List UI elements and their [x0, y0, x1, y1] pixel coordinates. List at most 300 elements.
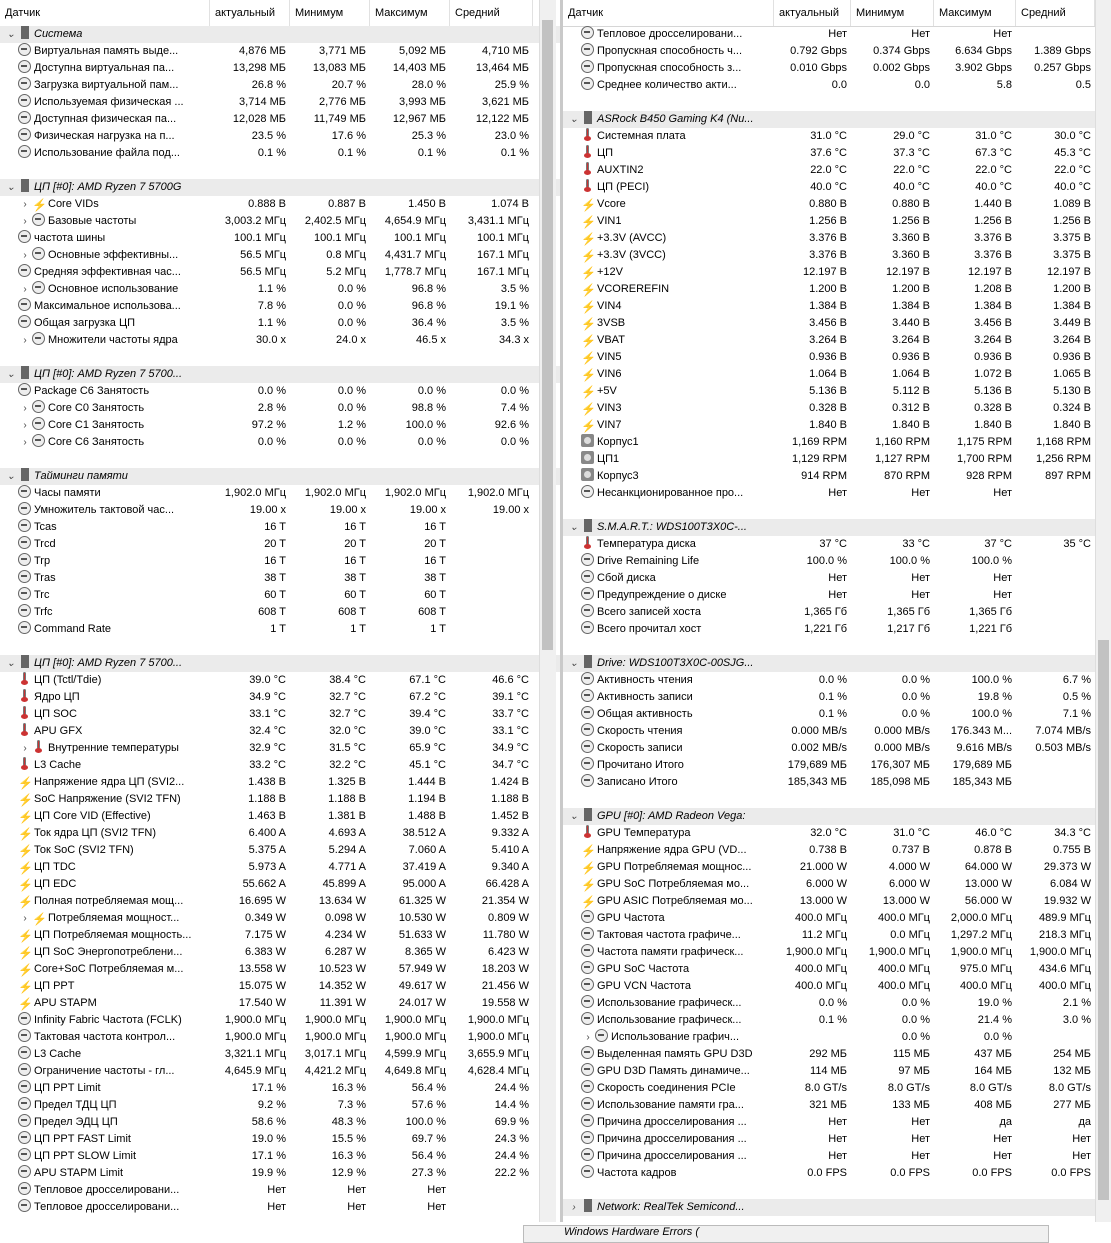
sensor-row[interactable]	[0, 859, 560, 876]
sensor-row[interactable]	[0, 60, 560, 77]
sensor-group-header[interactable]	[563, 1199, 1111, 1216]
column-header-2[interactable]: Минимум	[851, 0, 934, 26]
sensor-row[interactable]	[0, 43, 560, 60]
sensor-row[interactable]	[563, 485, 1111, 502]
sensor-row[interactable]	[563, 621, 1111, 638]
sensor-row[interactable]	[0, 978, 560, 995]
expand-chevron-icon[interactable]: ›	[23, 743, 27, 754]
maximum-value: Нет	[993, 589, 1012, 601]
sensor-row[interactable]	[563, 281, 1111, 298]
maximum-value: 0.0 %	[417, 385, 446, 397]
sensor-row[interactable]	[0, 383, 560, 400]
maximum-value: 57.6 %	[411, 1099, 446, 1111]
sensor-row[interactable]	[563, 604, 1111, 621]
sensor-row[interactable]	[563, 400, 1111, 417]
maximum-value: 67.2 °C	[409, 691, 446, 703]
sensor-name: Физическая нагрузка на п...	[34, 130, 175, 142]
sensor-row[interactable]	[563, 434, 1111, 451]
sensor-name-cell	[0, 842, 210, 859]
sensor-row[interactable]	[0, 570, 560, 587]
sensor-row[interactable]	[563, 230, 1111, 247]
collapse-chevron-icon[interactable]: ⌄	[569, 811, 579, 822]
expand-chevron-icon[interactable]: ›	[23, 250, 27, 261]
sensor-name-cell	[0, 910, 210, 927]
average-value	[1016, 621, 1095, 638]
gauge-icon	[18, 604, 31, 617]
current-value: 3,321.1 МГц	[224, 1048, 286, 1060]
sensor-name-cell	[0, 332, 210, 349]
sensor-row[interactable]	[0, 587, 560, 604]
sensor-name-cell	[563, 757, 774, 774]
sensor-row[interactable]	[0, 1165, 560, 1182]
sensor-row[interactable]	[0, 808, 560, 825]
sensor-row[interactable]	[563, 179, 1111, 196]
sensor-row[interactable]	[563, 1165, 1111, 1182]
sensor-row[interactable]	[0, 281, 560, 298]
sensor-row[interactable]	[563, 740, 1111, 757]
current-value: 3,003.2 МГц	[224, 215, 286, 227]
average-value: 897 RPM	[1045, 470, 1091, 482]
sensor-row[interactable]	[563, 196, 1111, 213]
column-header-0[interactable]: Датчик	[563, 0, 774, 26]
sensor-row[interactable]	[0, 1114, 560, 1131]
sensor-row[interactable]	[563, 1131, 1111, 1148]
sensor-row[interactable]	[0, 757, 560, 774]
average-value: 24.4 %	[494, 1082, 529, 1094]
sensor-row[interactable]	[563, 1114, 1111, 1131]
sensor-row[interactable]	[563, 1080, 1111, 1097]
sensor-name-cell	[0, 77, 210, 94]
current-value: 1.1 %	[257, 317, 286, 329]
sensor-group-header[interactable]	[0, 366, 560, 383]
sensor-row[interactable]	[563, 383, 1111, 400]
minimum-value: 0.0	[914, 79, 930, 91]
sensor-group-header[interactable]	[0, 26, 560, 43]
gauge-icon	[581, 485, 594, 498]
sensor-row[interactable]	[0, 774, 560, 791]
current-value: 321 МБ	[809, 1099, 847, 1111]
maximum-value: да	[999, 1116, 1012, 1128]
sensor-row[interactable]	[0, 230, 560, 247]
sensor-row[interactable]	[0, 740, 560, 757]
sensor-row[interactable]	[563, 570, 1111, 587]
sensor-group-header[interactable]	[0, 179, 560, 196]
sensor-group-header[interactable]	[563, 111, 1111, 128]
sensor-row[interactable]	[563, 60, 1111, 77]
current-value: 0.888 В	[248, 198, 286, 210]
sensor-name-cell	[563, 570, 774, 587]
average-value: 39.1 °C	[492, 691, 529, 703]
average-value: 0.257 Gbps	[1034, 62, 1091, 74]
sensor-row[interactable]	[0, 1131, 560, 1148]
sensor-row[interactable]	[563, 995, 1111, 1012]
collapse-chevron-icon[interactable]: ⌄	[569, 114, 579, 125]
sensor-name: Полная потребляемая мощ...	[34, 895, 184, 907]
average-value	[450, 553, 533, 570]
sensor-row[interactable]	[563, 859, 1111, 876]
sensor-row[interactable]	[0, 893, 560, 910]
sensor-name-cell	[0, 417, 210, 434]
sensor-row[interactable]	[563, 893, 1111, 910]
sensor-name: Внутренние температуры	[48, 742, 179, 754]
sensor-row[interactable]	[563, 213, 1111, 230]
sensor-name-cell	[563, 655, 774, 672]
gauge-icon	[32, 213, 45, 226]
sensor-group-header[interactable]	[563, 808, 1111, 825]
sensor-row[interactable]	[0, 536, 560, 553]
minimum-value: 60 T	[344, 589, 366, 601]
right-sensor-pane[interactable]	[563, 0, 1111, 1222]
gauge-icon	[18, 43, 31, 56]
sensor-row[interactable]	[0, 876, 560, 893]
sensor-row[interactable]	[0, 315, 560, 332]
sensor-row[interactable]	[563, 944, 1111, 961]
sensor-row[interactable]	[0, 689, 560, 706]
sensor-row[interactable]	[0, 621, 560, 638]
sensor-row[interactable]	[0, 502, 560, 519]
sensor-name: Корпус1	[597, 436, 639, 448]
minimum-value: 0.0 %	[337, 317, 366, 329]
column-header-2[interactable]: Минимум	[290, 0, 370, 26]
sensor-row[interactable]	[0, 706, 560, 723]
sensor-row[interactable]	[0, 1148, 560, 1165]
sensor-name: Ток SoC (SVI2 TFN)	[34, 844, 134, 856]
gauge-icon	[18, 145, 31, 158]
expand-chevron-icon[interactable]: ›	[23, 420, 27, 431]
maximum-value: 0.878 В	[974, 844, 1012, 856]
sensor-row[interactable]	[563, 1012, 1111, 1029]
sensor-row[interactable]	[563, 128, 1111, 145]
column-header-1[interactable]: актуальный	[774, 0, 851, 26]
sensor-row[interactable]	[563, 366, 1111, 383]
sensor-row[interactable]	[563, 553, 1111, 570]
sensor-name: частота шины	[34, 232, 106, 244]
left-sensor-pane[interactable]	[0, 0, 560, 1222]
sensor-row[interactable]	[563, 536, 1111, 553]
minimum-value: 1,900.0 МГц	[868, 946, 930, 958]
sensor-row[interactable]	[563, 774, 1111, 791]
sensor-row[interactable]	[0, 1046, 560, 1063]
average-value: 1.389 Gbps	[1034, 45, 1091, 57]
sensor-name-cell	[0, 383, 210, 400]
sensor-group-header[interactable]	[563, 655, 1111, 672]
sensor-row[interactable]	[563, 349, 1111, 366]
sensor-row[interactable]	[0, 1012, 560, 1029]
collapse-chevron-icon[interactable]: ⌄	[6, 29, 16, 40]
expand-chevron-icon[interactable]: ›	[23, 284, 27, 295]
sensor-row[interactable]	[563, 43, 1111, 60]
voltage-bolt-icon: ⚡	[581, 861, 596, 875]
average-value: 12,122 МБ	[475, 113, 529, 125]
average-value: 218.3 МГц	[1038, 929, 1091, 941]
sensor-name: Trcd	[34, 538, 56, 550]
sensor-group-header[interactable]	[0, 655, 560, 672]
gauge-icon	[581, 1080, 594, 1093]
sensor-row[interactable]	[563, 961, 1111, 978]
sensor-row[interactable]	[0, 1199, 560, 1216]
maximum-value: 5.8	[996, 79, 1012, 91]
sensor-name-cell	[0, 298, 210, 315]
expand-chevron-icon[interactable]: ›	[23, 335, 27, 346]
sensor-name: Доступная физическая па...	[34, 113, 177, 125]
sensor-row[interactable]	[0, 825, 560, 842]
sensor-row[interactable]	[0, 213, 560, 230]
collapse-chevron-icon[interactable]: ⌄	[6, 658, 16, 669]
sensor-name-cell	[0, 213, 210, 230]
sensor-name-cell	[0, 1080, 210, 1097]
sensor-row[interactable]	[563, 723, 1111, 740]
sensor-name-cell	[0, 196, 210, 213]
sensor-row[interactable]	[0, 94, 560, 111]
sensor-row[interactable]	[0, 995, 560, 1012]
left-scroll-thumb[interactable]	[542, 20, 553, 650]
minimum-value: 3.360 В	[892, 232, 930, 244]
sensor-name: Активность записи	[597, 691, 693, 703]
group-title: GPU [#0]: AMD Radeon Vega:	[597, 810, 746, 822]
collapse-chevron-icon[interactable]: ⌄	[569, 522, 579, 533]
collapse-chevron-icon[interactable]: ⌄	[569, 658, 579, 669]
sensor-row[interactable]	[563, 298, 1111, 315]
sensor-row[interactable]	[0, 1029, 560, 1046]
collapse-chevron-icon[interactable]: ⌄	[6, 182, 16, 193]
sensor-row[interactable]	[563, 706, 1111, 723]
current-value: 9.2 %	[257, 1099, 286, 1111]
average-value: 1,900.0 МГц	[467, 1031, 529, 1043]
maximum-value: 100.0 %	[971, 708, 1012, 720]
minimum-value: 0.002 Gbps	[873, 62, 930, 74]
average-value	[450, 587, 533, 604]
gauge-icon	[581, 961, 594, 974]
sensor-row[interactable]	[563, 332, 1111, 349]
sensor-row[interactable]	[0, 910, 560, 927]
sensor-row[interactable]	[563, 315, 1111, 332]
sensor-row[interactable]	[563, 77, 1111, 94]
sensor-name: Тепловое дросселировани...	[34, 1201, 180, 1213]
sensor-name-cell	[563, 621, 774, 638]
current-value: 1.064 В	[809, 368, 847, 380]
maximum-value: 0.936 В	[974, 351, 1012, 363]
expand-chevron-icon[interactable]: ›	[572, 1202, 576, 1213]
gauge-icon	[581, 1114, 594, 1127]
average-value: 3.264 В	[1053, 334, 1091, 346]
gauge-icon	[581, 706, 594, 719]
sensor-row[interactable]	[0, 434, 560, 451]
sensor-row[interactable]	[563, 468, 1111, 485]
current-value: 17.540 W	[238, 997, 286, 1009]
sensor-row[interactable]	[563, 451, 1111, 468]
gauge-icon	[18, 587, 31, 600]
sensor-row[interactable]	[0, 927, 560, 944]
maximum-value: 1.384 В	[974, 300, 1012, 312]
average-value: 1,900.0 МГц	[1029, 946, 1091, 958]
sensor-row[interactable]	[0, 247, 560, 264]
current-value: Нет	[828, 572, 847, 584]
sensor-row[interactable]	[563, 672, 1111, 689]
sensor-row[interactable]	[0, 298, 560, 315]
collapse-chevron-icon[interactable]: ⌄	[6, 369, 16, 380]
sensor-row[interactable]	[0, 77, 560, 94]
sensor-row[interactable]	[0, 723, 560, 740]
sensor-row[interactable]	[563, 689, 1111, 706]
sensor-name: ЦП SOC	[34, 708, 77, 720]
current-value: 1.256 В	[809, 215, 847, 227]
sensor-row[interactable]	[563, 417, 1111, 434]
current-value: 58.6 %	[251, 1116, 286, 1128]
current-value: 400.0 МГц	[794, 980, 847, 992]
maximum-value: 1.450 В	[408, 198, 446, 210]
collapse-chevron-icon[interactable]: ⌄	[6, 471, 16, 482]
average-value	[450, 1182, 533, 1199]
maximum-value: 1,778.7 МГц	[384, 266, 446, 278]
average-value: 132 МБ	[1053, 1065, 1091, 1077]
sensor-row[interactable]	[563, 26, 1111, 43]
current-value: 3,714 МБ	[239, 96, 286, 108]
sensor-row[interactable]	[563, 910, 1111, 927]
left-scrollbar[interactable]	[539, 0, 556, 1222]
maximum-value: 60 T	[424, 589, 446, 601]
minimum-value: 0.0 МГц	[890, 929, 930, 941]
sensor-row[interactable]	[0, 400, 560, 417]
sensor-name-cell	[563, 485, 774, 502]
column-header-0[interactable]: Датчик	[0, 0, 210, 26]
sensor-row[interactable]	[563, 162, 1111, 179]
sensor-row[interactable]	[0, 145, 560, 162]
sensor-name-cell	[0, 757, 210, 774]
expand-chevron-icon[interactable]: ›	[23, 913, 27, 924]
maximum-value: Нет	[427, 1184, 446, 1196]
right-scroll-thumb[interactable]	[1098, 640, 1109, 1200]
sensor-name: Предел ЭДЦ ЦП	[34, 1116, 118, 1128]
average-value: 22.2 %	[494, 1167, 529, 1179]
sensor-row[interactable]	[563, 1148, 1111, 1165]
sensor-row[interactable]	[563, 978, 1111, 995]
sensor-row[interactable]	[0, 553, 560, 570]
sensor-name-cell	[0, 400, 210, 417]
sensor-name: Основное использование	[48, 283, 179, 295]
sensor-name-cell	[563, 1131, 774, 1148]
column-header-1[interactable]: актуальный	[210, 0, 290, 26]
sensor-row[interactable]	[0, 944, 560, 961]
sensor-row[interactable]	[0, 1080, 560, 1097]
maximum-value: 3.376 В	[974, 232, 1012, 244]
sensor-row[interactable]	[0, 519, 560, 536]
sensor-name: VIN6	[597, 368, 622, 380]
minimum-value: 0.0 %	[901, 691, 930, 703]
sensor-row[interactable]	[0, 332, 560, 349]
minimum-value: 4.771 A	[328, 861, 366, 873]
sensor-row[interactable]	[563, 927, 1111, 944]
sensor-row[interactable]	[563, 1097, 1111, 1114]
sensor-row[interactable]	[0, 604, 560, 621]
sensor-group-header[interactable]	[0, 468, 560, 485]
maximum-value: 176.343 M...	[950, 725, 1012, 737]
sensor-name: Часы памяти	[34, 487, 101, 499]
sensor-row[interactable]	[563, 247, 1111, 264]
minimum-value: 24.0 x	[336, 334, 366, 346]
sensor-name-cell	[563, 128, 774, 145]
sensor-row[interactable]	[563, 1029, 1111, 1046]
sensor-name: +3.3V (AVCC)	[597, 232, 667, 244]
minimum-value: 1,365 Гб	[887, 606, 930, 618]
average-value: 0.0 FPS	[1051, 1167, 1091, 1179]
sensor-row[interactable]	[563, 876, 1111, 893]
sensor-row[interactable]	[563, 842, 1111, 859]
sensor-row[interactable]	[0, 128, 560, 145]
sensor-row[interactable]	[0, 842, 560, 859]
sensor-row[interactable]	[0, 672, 560, 689]
right-scrollbar[interactable]	[1095, 0, 1111, 1222]
maximum-value: 16 T	[424, 521, 446, 533]
sensor-row[interactable]	[0, 1182, 560, 1199]
sensor-name-cell	[0, 94, 210, 111]
sensor-row[interactable]	[563, 587, 1111, 604]
average-value: 7.1 %	[1062, 708, 1091, 720]
average-value: 24.3 %	[494, 1133, 529, 1145]
gauge-icon	[581, 26, 594, 39]
expand-chevron-icon[interactable]: ›	[586, 1032, 590, 1043]
column-header-4[interactable]: Средний	[450, 0, 533, 26]
column-header-4[interactable]: Средний	[1016, 0, 1095, 26]
sensor-row[interactable]	[0, 961, 560, 978]
sensor-name: Максимальное использова...	[34, 300, 181, 312]
sensor-row[interactable]	[563, 757, 1111, 774]
minimum-value: 1.2 %	[337, 419, 366, 431]
current-value: Нет	[828, 28, 847, 40]
minimum-value: 1.064 В	[892, 368, 930, 380]
average-value: 19.932 W	[1043, 895, 1091, 907]
expand-chevron-icon[interactable]: ›	[23, 403, 27, 414]
column-header-3[interactable]: Максимум	[934, 0, 1016, 26]
average-value	[450, 1199, 533, 1216]
sensor-name-cell	[0, 1131, 210, 1148]
sensor-row[interactable]	[0, 1063, 560, 1080]
sensor-row[interactable]	[0, 485, 560, 502]
maximum-value: 3.456 В	[974, 317, 1012, 329]
average-value: 40.0 °C	[1054, 181, 1091, 193]
sensor-group-header[interactable]	[563, 519, 1111, 536]
sensor-row[interactable]	[563, 825, 1111, 842]
sensor-row[interactable]	[563, 1063, 1111, 1080]
sensor-row[interactable]	[0, 264, 560, 281]
sensor-name-cell	[563, 587, 774, 604]
hardware-errors-window[interactable]	[523, 1225, 1049, 1243]
sensor-row[interactable]	[0, 791, 560, 808]
gauge-icon	[18, 383, 31, 396]
current-value	[774, 1029, 851, 1046]
sensor-name: Использование памяти гра...	[597, 1099, 744, 1111]
expand-chevron-icon[interactable]: ›	[23, 437, 27, 448]
sensor-row[interactable]	[0, 417, 560, 434]
maximum-value: 608 T	[418, 606, 446, 618]
maximum-value: 1.840 В	[974, 419, 1012, 431]
sensor-row[interactable]	[563, 145, 1111, 162]
average-value: 1.200 В	[1053, 283, 1091, 295]
sensor-row[interactable]	[0, 1097, 560, 1114]
expand-chevron-icon[interactable]: ›	[23, 216, 27, 227]
sensor-name-cell	[563, 179, 774, 196]
sensor-row[interactable]	[0, 111, 560, 128]
column-header-3[interactable]: Максимум	[370, 0, 450, 26]
sensor-name-cell	[0, 145, 210, 162]
expand-chevron-icon[interactable]: ›	[23, 199, 27, 210]
current-value: 7.175 W	[245, 929, 286, 941]
sensor-row[interactable]	[0, 196, 560, 213]
voltage-bolt-icon: ⚡	[581, 895, 596, 909]
average-value: 69.9 %	[494, 1116, 529, 1128]
minimum-value: 4.693 A	[328, 827, 366, 839]
sensor-row[interactable]	[563, 264, 1111, 281]
sensor-row[interactable]	[563, 1046, 1111, 1063]
